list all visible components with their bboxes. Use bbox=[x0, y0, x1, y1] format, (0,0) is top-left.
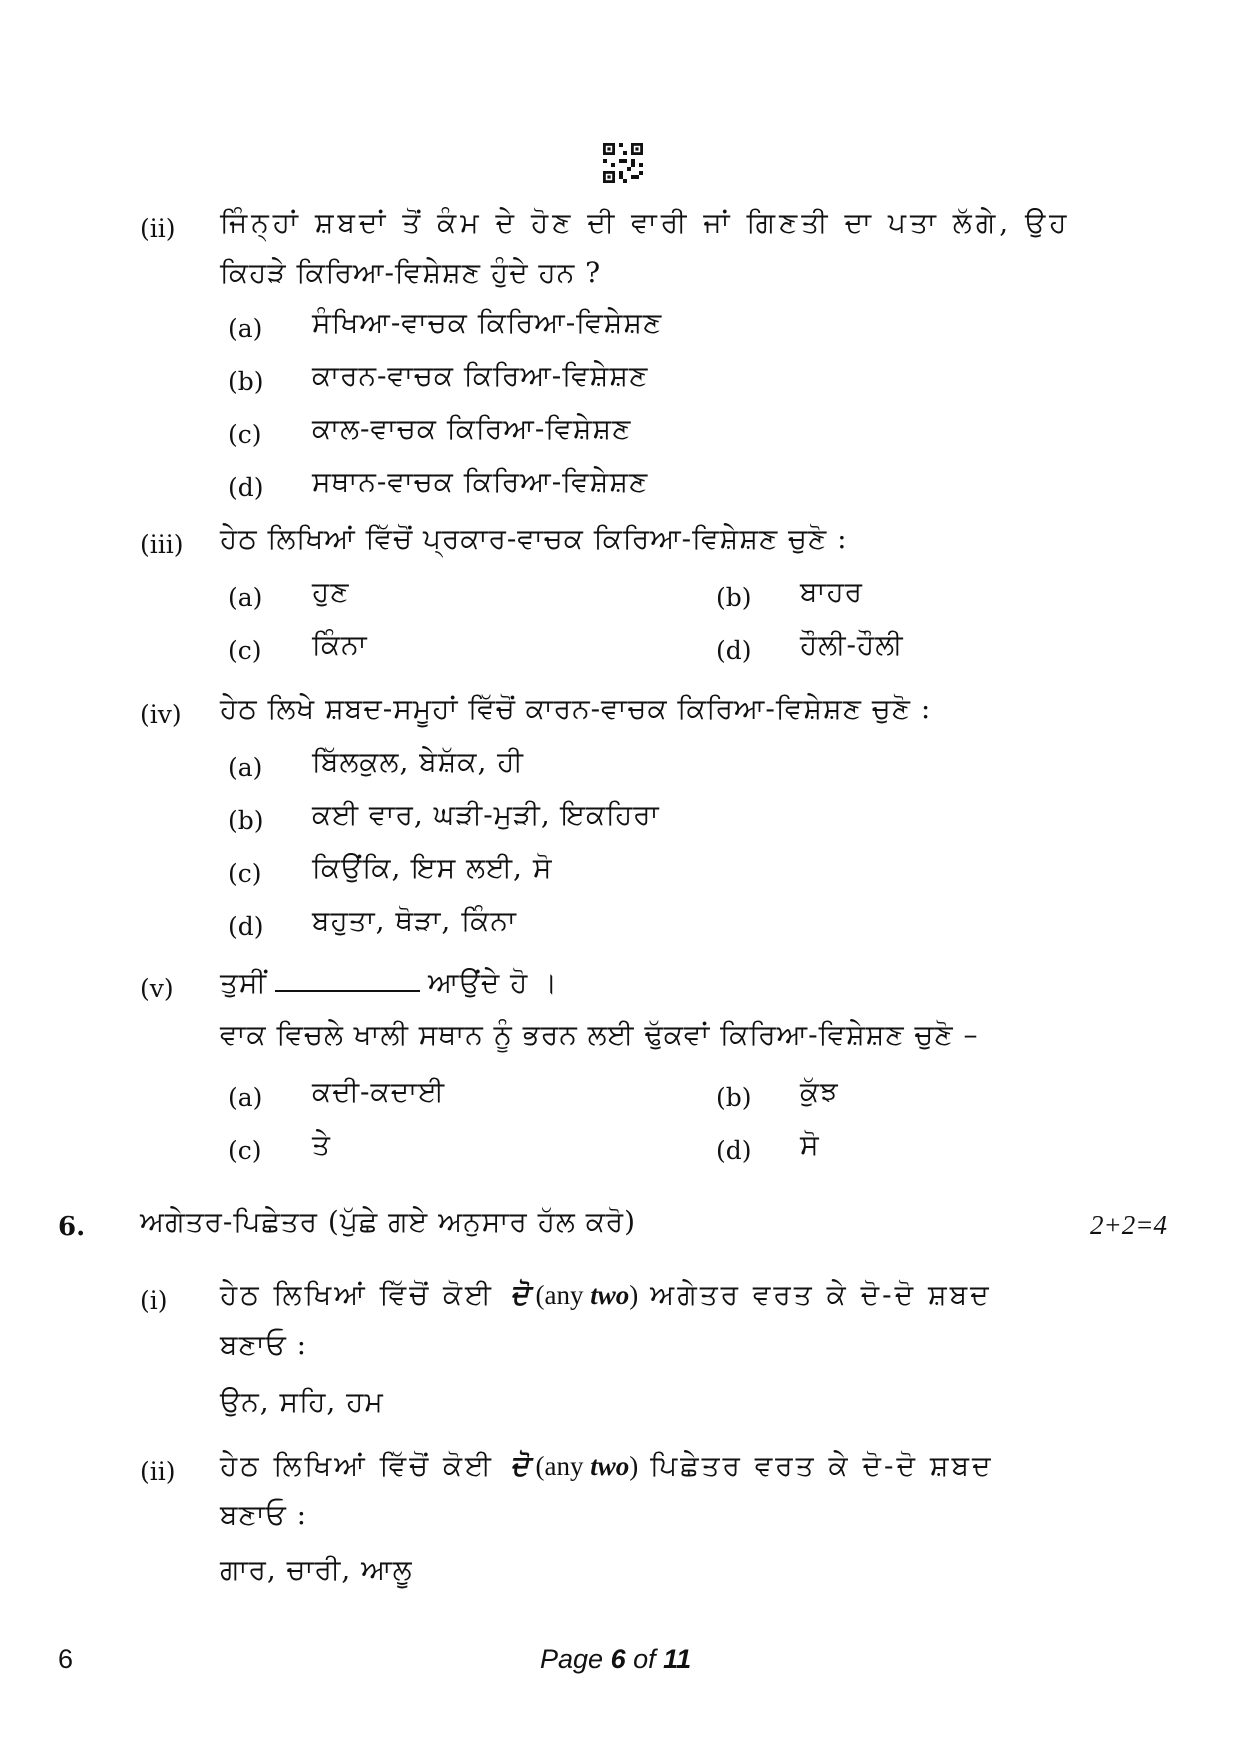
option-label: (b) bbox=[716, 1083, 752, 1112]
option-label: (d) bbox=[716, 636, 752, 665]
option-label: (a) bbox=[228, 583, 263, 612]
option-text: ਤੇ bbox=[312, 1128, 331, 1161]
question-text: ਹੇਠ ਲਿਖੇ ਸ਼ਬਦ-ਸਮੂਹਾਂ ਵਿੱਚੋਂ ਕਾਰਨ-ਵਾਚਕ ਕਿਰਿਆ-ਵਿਸ਼ੇਸ਼ਣ ਚੁਣੋ : bbox=[220, 692, 932, 725]
option-label: (b) bbox=[716, 583, 752, 612]
qr-code-icon bbox=[603, 143, 643, 183]
question-number: (iv) bbox=[140, 700, 182, 729]
emphasis-text: ਦੋ bbox=[509, 1278, 532, 1311]
close-paren: ) bbox=[629, 1451, 639, 1481]
option-text: ਬਾਹਰ bbox=[800, 575, 864, 608]
option-text: ਬਿੱਲਕੁਲ, ਬੇਸ਼ੱਕ, ਹੀ bbox=[312, 745, 524, 778]
text-part: ਅਗੇਤਰ ਵਰਤ ਕੇ ਦੋ-ਦੋ ਸ਼ਬਦ bbox=[650, 1278, 992, 1311]
option-label: (c) bbox=[228, 859, 262, 888]
text-part: ਪਿਛੇਤਰ ਵਰਤ ਕੇ ਦੋ-ਦੋ ਸ਼ਬਦ bbox=[650, 1449, 994, 1482]
section-title: ਅਗੇਤਰ-ਪਿਛੇਤਰ (ਪੁੱਛੇ ਗਏ ਅਨੁਸਾਰ ਹੱਲ ਕਰੋ) bbox=[140, 1205, 637, 1238]
page-current: 6 bbox=[610, 1644, 626, 1674]
question-number: (ii) bbox=[140, 214, 176, 243]
option-label: (d) bbox=[716, 1136, 752, 1165]
question-number: 6. bbox=[58, 1212, 86, 1242]
question-number: (v) bbox=[140, 974, 174, 1003]
option-label: (b) bbox=[228, 367, 264, 396]
sentence-start: ਤੁਸੀਂ bbox=[220, 966, 267, 999]
option-text: ਕਈ ਵਾਰ, ਘੜੀ-ਮੁੜੀ, ਇਕਹਿਰਾ bbox=[312, 798, 660, 831]
option-label: (d) bbox=[228, 473, 264, 502]
question-text bbox=[220, 1278, 992, 1312]
page-prefix: Page bbox=[540, 1644, 611, 1674]
two-text: two bbox=[590, 1451, 630, 1481]
any-two-note bbox=[536, 1451, 639, 1481]
option-text: ਸੋ bbox=[800, 1128, 820, 1161]
text-part: ਹੇਠ ਲਿਖਿਆਂ ਵਿੱਚੋਂ ਕੋਈ bbox=[220, 1278, 495, 1311]
marks-label: 2+2=4 bbox=[1090, 1210, 1167, 1240]
option-label: (a) bbox=[228, 314, 263, 343]
option-text: ਕਦੀ-ਕਦਾਈ bbox=[312, 1075, 446, 1108]
question-text: ਬਣਾਓ : bbox=[220, 1328, 308, 1361]
option-label: (c) bbox=[228, 636, 262, 665]
question-text bbox=[220, 1449, 994, 1483]
option-label: (b) bbox=[228, 806, 264, 835]
option-label: (c) bbox=[228, 420, 262, 449]
option-label: (c) bbox=[228, 1136, 262, 1165]
text-part: ਹੇਠ ਲਿਖਿਆਂ ਵਿੱਚੋਂ ਕੋਈ bbox=[220, 1449, 495, 1482]
any-text: (any bbox=[535, 1451, 591, 1481]
page-total: 11 bbox=[663, 1644, 692, 1674]
option-text: ਹੁਣ bbox=[312, 575, 350, 608]
question-text: ਵਾਕ ਵਿਚਲੇ ਖਾਲੀ ਸਥਾਨ ਨੂੰ ਭਰਨ ਲਈ ਢੁੱਕਵਾਂ ਕਿਰਿਆ-ਵਿਸ਼ੇਸ਼ਣ ਚੁਣੋ – bbox=[220, 1018, 979, 1051]
question-number: (i) bbox=[140, 1286, 168, 1315]
question-number: (ii) bbox=[140, 1457, 176, 1486]
page-indicator bbox=[540, 1644, 691, 1675]
any-two-note bbox=[536, 1280, 639, 1310]
page-of: of bbox=[625, 1644, 664, 1674]
option-text: ਕਾਰਨ-ਵਾਚਕ ਕਿਰਿਆ-ਵਿਸ਼ੇਸ਼ਣ bbox=[312, 359, 649, 392]
option-text: ਕੁੱਝ bbox=[800, 1075, 839, 1108]
question-text: ਕਿਹੜੇ ਕਿਰਿਆ-ਵਿਸ਼ੇਸ਼ਣ ਹੁੰਦੇ ਹਨ ? bbox=[220, 256, 602, 289]
option-text: ਸੰਖਿਆ-ਵਾਚਕ ਕਿਰਿਆ-ਵਿਸ਼ੇਸ਼ਣ bbox=[312, 306, 663, 339]
close-paren: ) bbox=[629, 1280, 639, 1310]
option-text: ਬਹੁਤਾ, ਥੋੜਾ, ਕਿੰਨਾ bbox=[312, 904, 517, 937]
two-text: two bbox=[590, 1280, 630, 1310]
question-text bbox=[220, 966, 558, 1000]
question-text: ਹੇਠ ਲਿਖਿਆਂ ਵਿੱਚੋਂ ਪ੍ਰਕਾਰ-ਵਾਚਕ ਕਿਰਿਆ-ਵਿਸ਼ੇਸ਼ਣ ਚੁਣੋ : bbox=[220, 522, 848, 555]
word-list: ਉਨ, ਸਹਿ, ਹਮ bbox=[220, 1385, 384, 1418]
option-text: ਕਿਉਂਕਿ, ਇਸ ਲਈ, ਸੋ bbox=[312, 851, 553, 884]
question-number: (iii) bbox=[140, 530, 184, 559]
fill-blank bbox=[275, 968, 420, 992]
option-text: ਹੌਲੀ-ਹੌਲੀ bbox=[800, 628, 904, 661]
question-text: ਬਣਾਓ : bbox=[220, 1498, 308, 1531]
word-list: ਗਾਰ, ਚਾਰੀ, ਆਲੂ bbox=[220, 1553, 413, 1586]
option-text: ਸਥਾਨ-ਵਾਚਕ ਕਿਰਿਆ-ਵਿਸ਼ੇਸ਼ਣ bbox=[312, 465, 649, 498]
option-label: (a) bbox=[228, 1083, 263, 1112]
any-text: (any bbox=[535, 1280, 591, 1310]
option-text: ਕਿੰਨਾ bbox=[312, 628, 368, 661]
page-corner-number: 6 bbox=[58, 1644, 74, 1674]
sentence-end: ਆਉਂਦੇ ਹੋ । bbox=[428, 966, 559, 999]
option-label: (a) bbox=[228, 753, 263, 782]
emphasis-text: ਦੋ bbox=[509, 1449, 532, 1482]
option-text: ਕਾਲ-ਵਾਚਕ ਕਿਰਿਆ-ਵਿਸ਼ੇਸ਼ਣ bbox=[312, 412, 632, 445]
question-text: ਜਿੰਨ੍ਹਾਂ ਸ਼ਬਦਾਂ ਤੋਂ ਕੰਮ ਦੇ ਹੋਣ ਦੀ ਵਾਰੀ ਜਾਂ ਗਿਣਤੀ ਦਾ ਪਤਾ ਲੱਗੇ, ਉਹ bbox=[220, 206, 1071, 239]
option-label: (d) bbox=[228, 912, 264, 941]
